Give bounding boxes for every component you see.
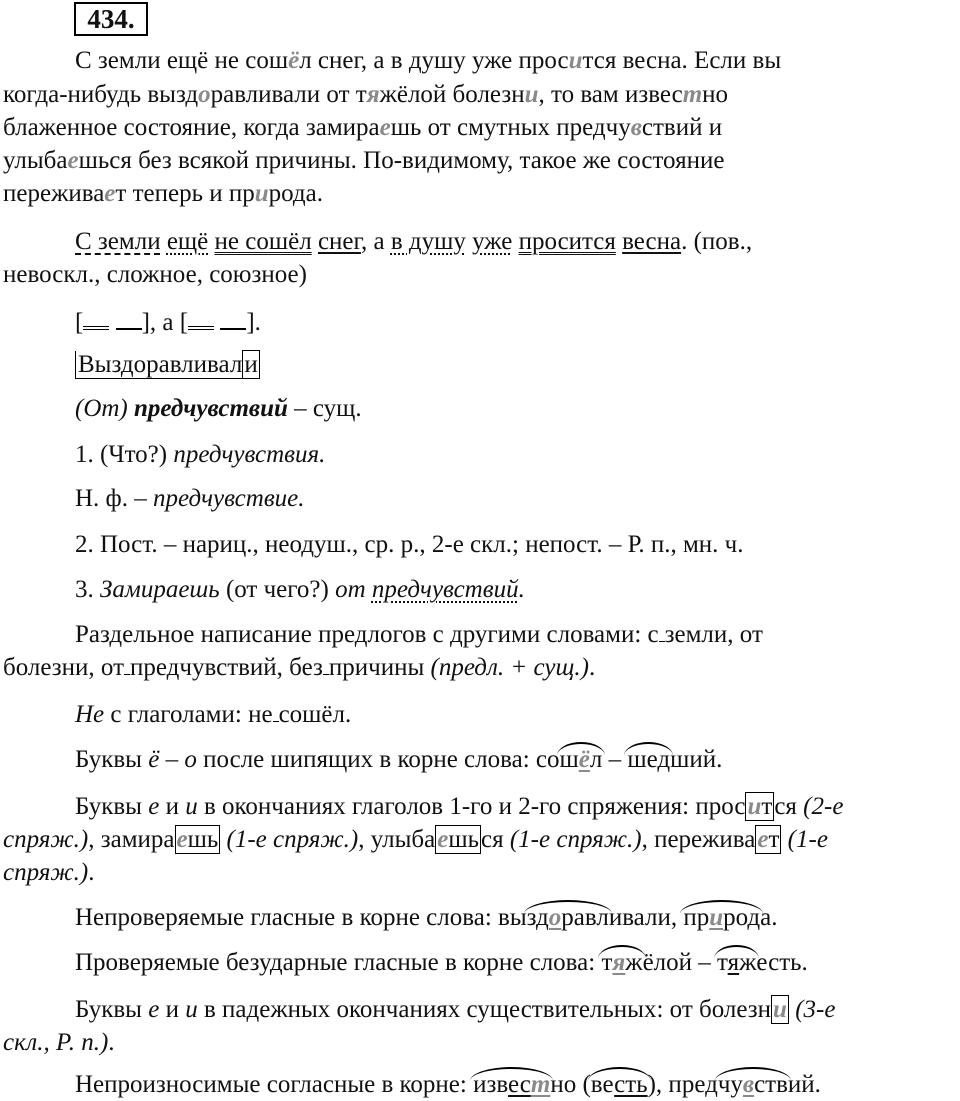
rule-8: Непроизносимые согласные в корне: известно (весть), предчувствий.: [75, 1071, 821, 1098]
rule-7-line-2: скл., Р. п.).: [3, 1029, 115, 1056]
text-line-1: С земли ещё не сошёл снег, а в душу уже просится весна. Если вы: [75, 47, 782, 74]
word-morphemic: Выздоравливали: [75, 350, 260, 380]
analysis-sentence: С земли ещё не сошёл снег, а в душу уже просится весна. (пов.,: [75, 228, 753, 255]
morph-point-1: 1. (Что?) предчувствия.: [75, 441, 326, 468]
rule-1-line-1: Раздельное написание предлогов с другими словами: с земли, от: [75, 621, 763, 648]
sentence-scheme: [ ], а [ ].: [75, 309, 261, 336]
rule-1-line-2: болезни, от предчувствий, без причины (предл. + сущ.).: [3, 654, 596, 681]
morph-point-2: 2. Пост. – нариц., неодуш., ср. р., 2-е скл.; непост. – Р. п., мн. ч.: [75, 531, 744, 558]
rule-2: Не с глаголами: не сошёл.: [75, 701, 352, 728]
rule-7-line-1: Буквы е и и в падежных окончаниях существительных: от болезни (3-е: [75, 996, 836, 1023]
morph-point-3: 3. Замираешь (от чего?) от предчувствий.: [75, 576, 525, 603]
analysis-sentence-note: невоскл., сложное, союзное): [3, 261, 307, 288]
morph-head: (От) предчувствий – сущ.: [75, 395, 362, 422]
rule-4-line-3: спряж.).: [3, 859, 95, 886]
text-line-3: блаженное состояние, когда замираешь от смутных предчувствий и: [3, 114, 723, 141]
rule-4-line-1: Буквы е и и в окончаниях глаголов 1-го и 2-го спряжения: просится (2-е: [75, 793, 844, 820]
text-line-4: улыбаешься без всякой причины. По-видимому, такое же состояние: [3, 147, 725, 174]
rule-4-line-2: спряж.), замираешь (1-е спряж.), улыбаешься (1-е спряж.), переживает (1-е: [3, 826, 828, 853]
text-line-2: когда-нибудь выздоравливали от тяжёлой болезни, то вам известно: [3, 81, 729, 108]
exercise-number: 434.: [74, 2, 148, 36]
text-line-5: переживает теперь и природа.: [3, 180, 324, 207]
rule-5: Непроверяемые гласные в корне слова: выздоравливали, природа.: [75, 904, 778, 931]
rule-3: Буквы ё – о после шипящих в корне слова: сошёл – шедший.: [75, 746, 723, 773]
morph-initial-form: Н. ф. – предчувствие.: [75, 485, 305, 512]
rule-6: Проверяемые безударные гласные в корне слова: тяжёлой – тяжесть.: [75, 949, 808, 976]
